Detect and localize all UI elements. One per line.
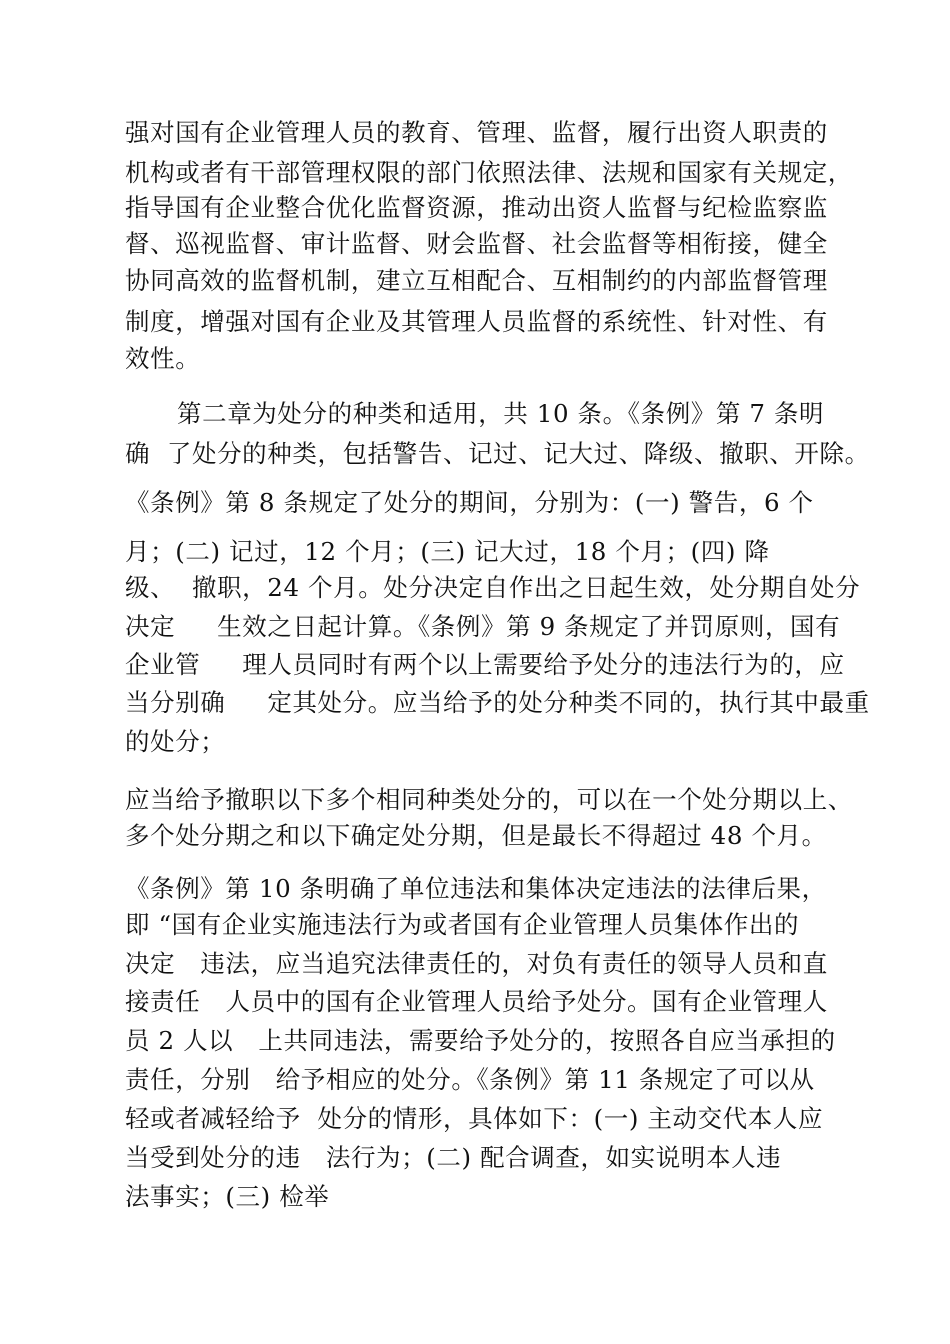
text-line: 指导国有企业整合优化监督资源，推动出资人监督与纪检监察监: [125, 193, 828, 222]
text-line: 应当给予撤职以下多个相同种类处分的，可以在一个处分期以上、: [125, 785, 853, 814]
text-line: 法事实；(三) 检举: [125, 1182, 330, 1211]
text-line: 员 2 人以 上共同违法，需要给予处分的，按照各自应当承担的: [125, 1026, 836, 1055]
text-line: 《条例》第 8 条规定了处分的期间，分别为：(一) 警告，6 个: [125, 488, 814, 517]
text-line: 级、 撤职，24 个月。处分决定自作出之日起生效，处分期自处分: [125, 573, 861, 602]
text-line: 协同高效的监督机制，建立互相配合、互相制约的内部监督管理: [125, 266, 828, 295]
text-line: 督、巡视监督、审计监督、财会监督、社会监督等相衔接，健全: [125, 229, 828, 258]
text-line: 当受到处分的违 法行为；(二) 配合调查，如实说明本人违: [125, 1143, 782, 1172]
text-line: 企业管 理人员同时有两个以上需要给予处分的违法行为的，应: [125, 650, 845, 679]
text-line: 强对国有企业管理人员的教育、管理、监督，履行出资人职责的: [125, 118, 828, 147]
text-line: 效性。: [125, 344, 201, 373]
text-line: 的处分；: [125, 727, 226, 756]
text-line: 当分别确 定其处分。应当给予的处分种类不同的，执行其中最重: [125, 688, 870, 717]
text-line: 决定 违法，应当追究法律责任的，对负有责任的领导人员和直: [125, 949, 828, 978]
text-line: 责任，分别 给予相应的处分。《条例》第 11 条规定了可以从: [125, 1065, 815, 1094]
text-line: 多个处分期之和以下确定处分期，但是最长不得超过 48 个月。: [125, 821, 827, 850]
text-line: 轻或者减轻给予 处分的情形，具体如下：(一) 主动交代本人应: [125, 1104, 824, 1133]
text-line: 第二章为处分的种类和适用，共 10 条。《条例》第 7 条明: [177, 399, 825, 428]
text-line: 即 “国有企业实施违法行为或者国有企业管理人员集体作出的: [125, 910, 800, 939]
text-line: 确 了处分的种类，包括警告、记过、记大过、降级、撤职、开除。: [125, 439, 870, 468]
text-line: 《条例》第 10 条明确了单位违法和集体决定违法的法律后果，: [125, 874, 827, 903]
text-line: 决定 生效之日起计算。《条例》第 9 条规定了并罚原则，国有: [125, 612, 841, 641]
text-line: 机构或者有干部管理权限的部门依照法律、法规和国家有关规定，: [125, 158, 853, 187]
text-line: 月；(二) 记过，12 个月；(三) 记大过，18 个月；(四) 降: [125, 537, 770, 566]
text-line: 制度，增强对国有企业及其管理人员监督的系统性、针对性、有: [125, 307, 828, 336]
text-line: 接责任 人员中的国有企业管理人员给予处分。国有企业管理人: [125, 987, 828, 1016]
